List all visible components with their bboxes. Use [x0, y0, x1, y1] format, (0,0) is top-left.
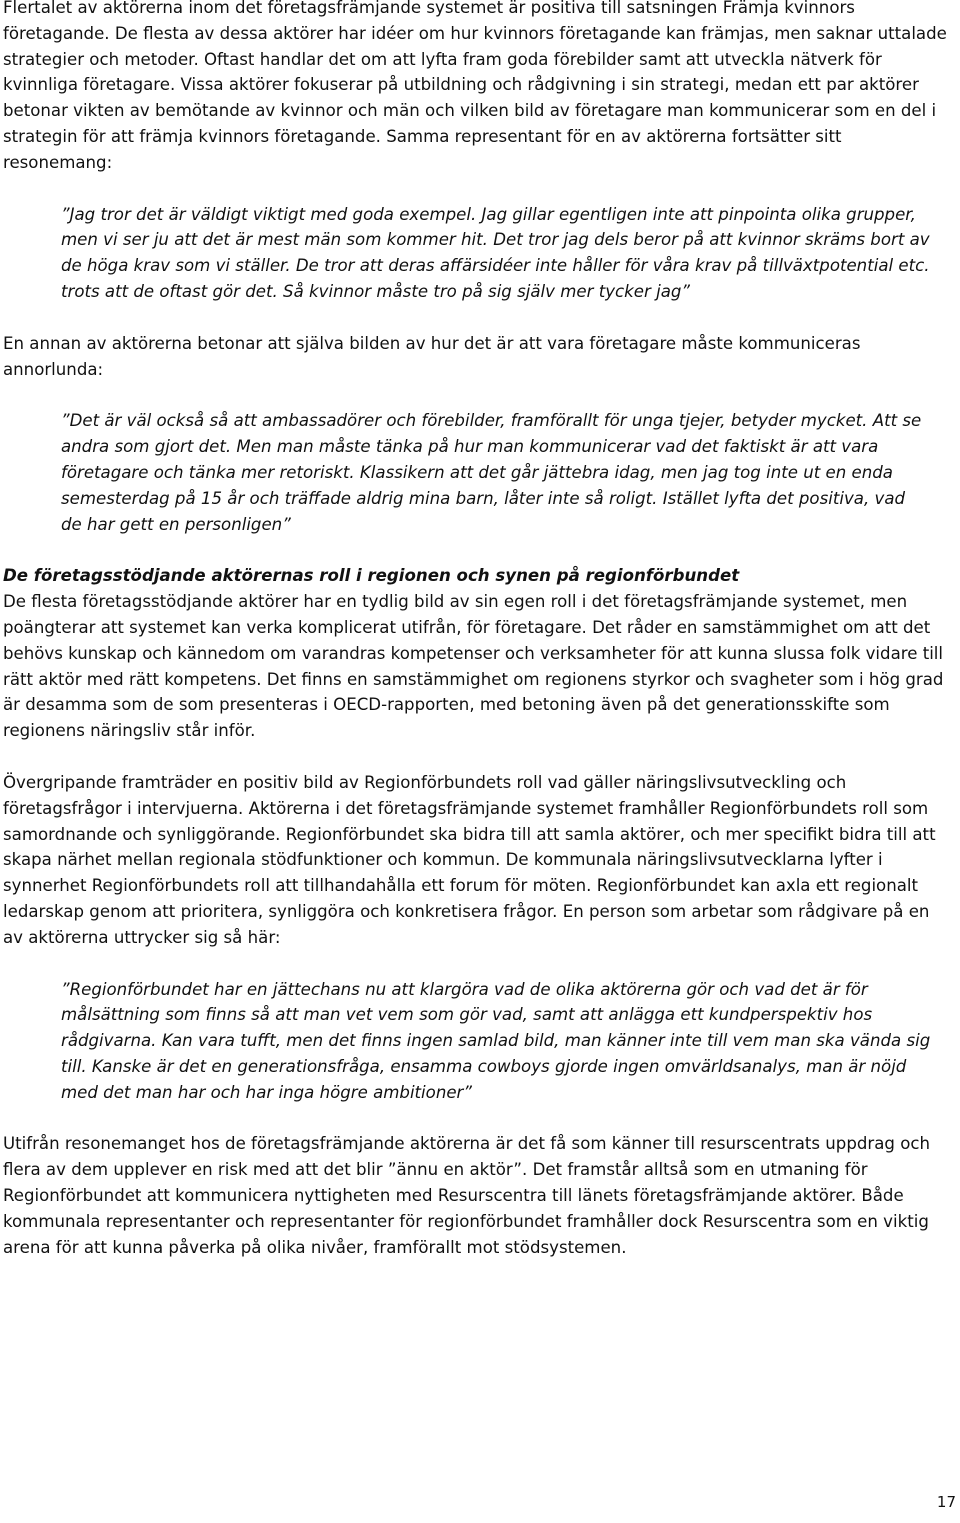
body-paragraph: Övergripande framträder en positiv bild av Regionförbundets roll vad gäller näringslivsutveckling och företagsfrågor i intervjuerna. Aktörerna i det företagsfrämjande systemet framhåller Regionförbundets roll som samordnande och synliggörande. Regionförbundet ska bidra till att samla aktörer, och mer specifikt bidra till att skapa närhet mellan regionala stödfunktioner och kommun. De kommunala näringslivsutvecklarna lyfter i synnerhet Regionförbundets roll att tillhandahålla ett forum för möten. Regionförbundet kan axla ett regionalt ledarskap genom att prioritera, synliggöra och konkretisera frågor. En person som arbetar som rådgivare på en av aktörerna uttrycker sig så här: [3, 772, 936, 947]
page-number: 17 [936, 1493, 956, 1511]
section-heading: De företagsstödjande aktörernas roll i regionen och synen på regionförbundet [3, 566, 740, 586]
interview-quote: ”Det är väl också så att ambassadörer och förebilder, framförallt för unga tjejer, betyder mycket. Att se andra som gjort det. Men man måste tänka på hur man kommunicerar vad det faktiskt är att vara företagare och tänka mer retoriskt. Klassikern att det går jättebra idag, men jag tog inte ut en enda semesterdag på 15 år och träffade aldrig mina barn, låter inte så roligt. Istället lyfta det positiva, vad de har gett en personligen” [61, 411, 922, 534]
body-paragraph: De flesta företagsstödjande aktörer har en tydlig bild av sin egen roll i det företagsfrämjande systemet, men poängterar att systemet kan verka komplicerat utifrån, för företagare. Det råder en samstämmighet om att det behövs kunskap och kännedom om varandras kompetenser och verksamheter för att kunna slussa folk vidare till rätt aktör med rätt kompetens. Det finns en samstämmighet om regionens styrkor och svagheter som i hög grad är desamma som de som presenteras i OECD-rapporten, med betoning även på det generationsskifte som regionens näringsliv står inför. [3, 592, 944, 741]
interview-quote: ”Regionförbundet har en jättechans nu att klargöra vad de olika aktörerna gör och vad det är för målsättning som finns så att man vet vem som gör vad, samt att anlägga ett kundperspektiv hos rådgivarna. Kan vara tufft, men det finns ingen samlad bild, man känner inte till vem man ska vända sig till. Kanske är det en generationsfråga, ensamma cowboys gjorde ingen omvärldsanalys, man är nöjd med det man har och har inga högre ambitioner” [61, 979, 931, 1102]
body-paragraph: En annan av aktörerna betonar att själva bilden av hur det är att vara företagare måste kommuniceras annorlunda: [3, 333, 861, 379]
interview-quote: ”Jag tror det är väldigt viktigt med goda exempel. Jag gillar egentligen inte att pinpointa olika grupper, men vi ser ju att det är mest män som kommer hit. Det tror jag dels beror på att kvinnor skräms bort av de höga krav som vi ställer. De tror att deras affärsidéer inte håller för våra krav på tillväxtpotential etc. trots att de oftast gör det. Så kvinnor måste tro på sig själv mer tycker jag” [61, 204, 930, 301]
body-paragraph: Utifrån resonemanget hos de företagsfrämjande aktörerna är det få som känner till resurscentrats uppdrag och flera av dem upplever en risk med att det blir ”ännu en aktör”. Det framstår alltså som en utmaning för Regionförbundet att kommunicera nyttigheten med Resurscentra till länets företagsfrämjande aktörer. Både kommunala representanter och representanter för regionförbundet framhåller dock Resurscentra som en viktig arena för att kunna påverka på olika nivåer, framförallt mot stödsystemen. [3, 1134, 930, 1257]
body-paragraph: Flertalet av aktörerna inom det företagsfrämjande systemet är positiva till satsningen Främja kvinnors företagande. De flesta av dessa aktörer har idéer om hur kvinnors företagande kan främjas, men saknar uttalade strategier och metoder. Oftast handlar det om att lyfta fram goda förebilder samt att utveckla nätverk för kvinnliga företagare. Vissa aktörer fokuserar på utbildning och rådgivning i sin strategi, medan ett par aktörer betonar vikten av bemötande av kvinnor och män och vilken bild av företagare man kommunicerar som en del i strategin för att främja kvinnors företagande. Samma representant för en av aktörerna fortsätter sitt resonemang: [3, 0, 947, 172]
document-page [3, 0, 948, 1260]
